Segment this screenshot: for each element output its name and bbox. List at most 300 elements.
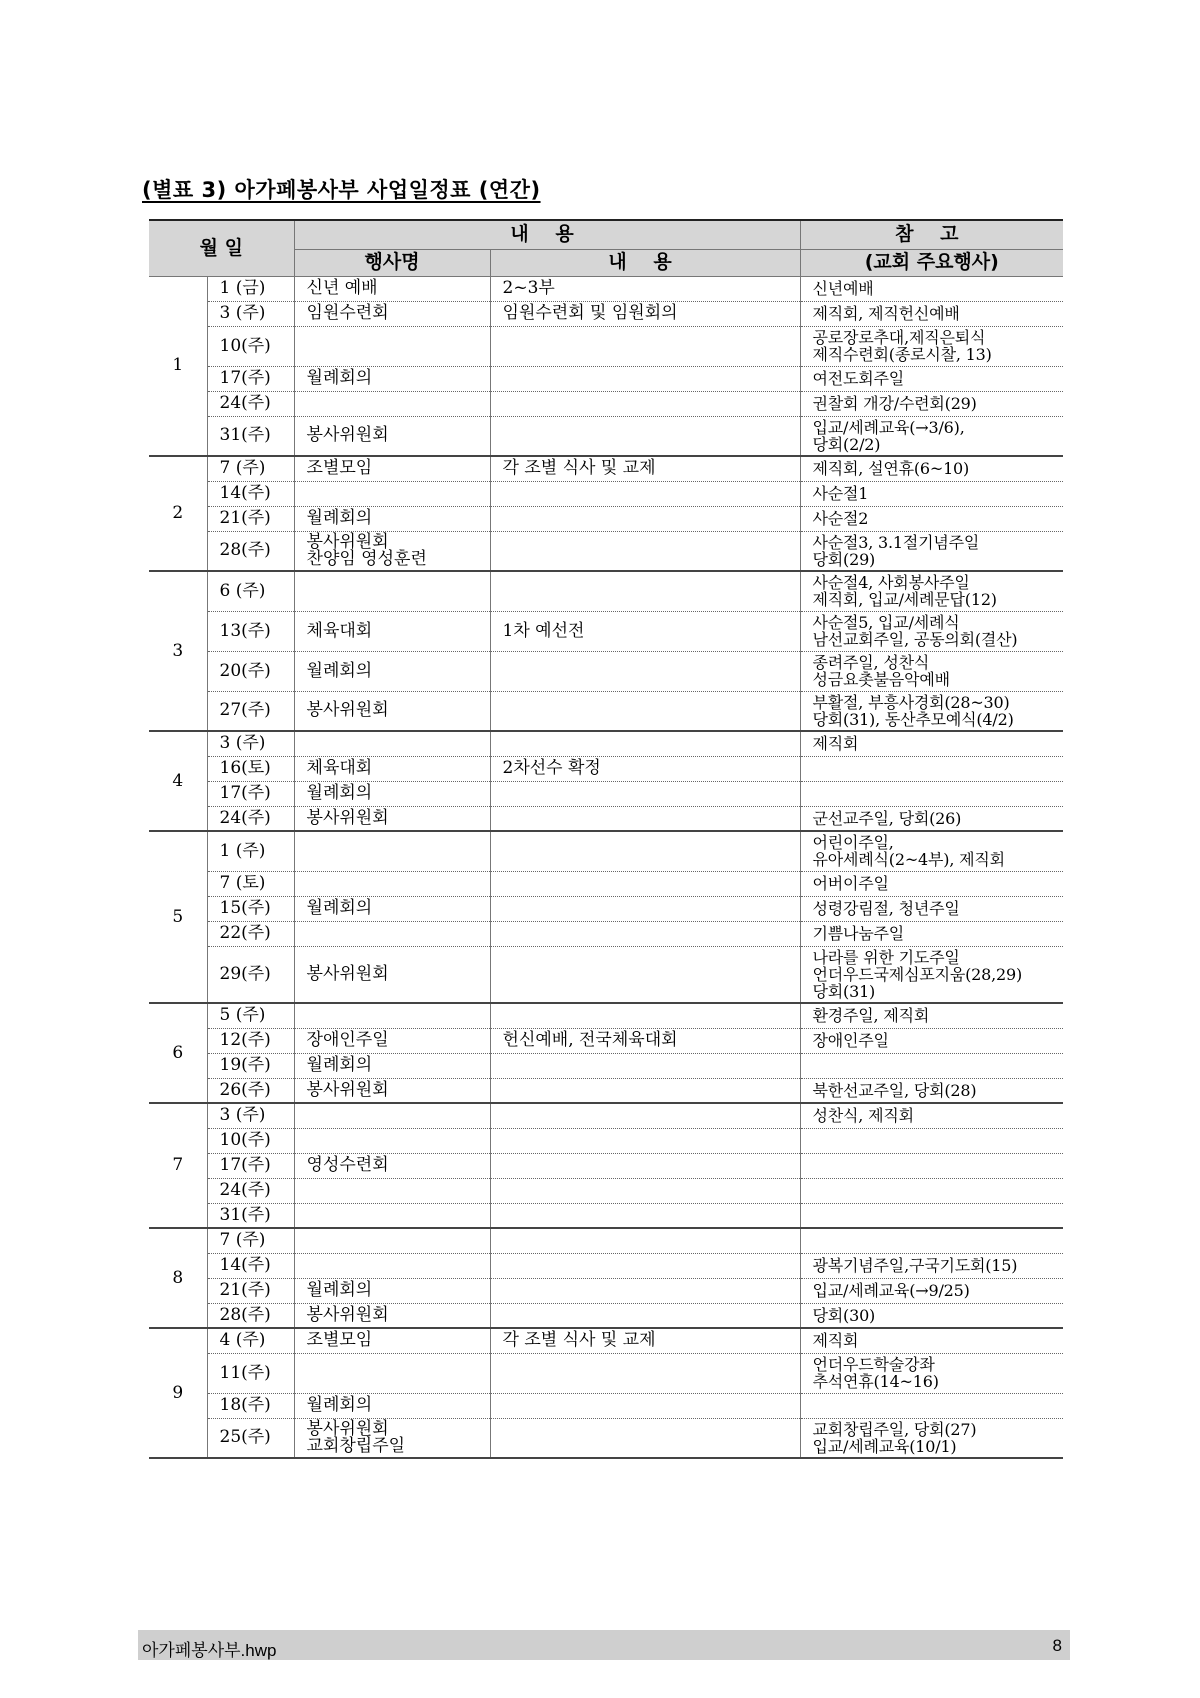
ref-cell-line: 광복기념주일,구국기도회(15)	[812, 1256, 1018, 1275]
header-content-detail-label: 내 용	[608, 251, 682, 273]
day-cell: 11(주)	[207, 1353, 294, 1393]
table-row	[149, 731, 1063, 756]
ref-cell	[800, 416, 1063, 456]
content-cell	[490, 1203, 800, 1228]
ref-cell-line: 언더우드학술강좌	[812, 1355, 935, 1374]
content-cell	[490, 1078, 800, 1103]
table-row	[149, 481, 1063, 506]
day-cell: 14(주)	[207, 481, 294, 506]
ref-cell	[800, 1153, 1063, 1178]
day-cell: 5 (주)	[207, 1003, 294, 1028]
day-cell: 24(주)	[207, 1178, 294, 1203]
table-row	[149, 1278, 1063, 1303]
day-cell: 20(주)	[207, 651, 294, 691]
table-row	[149, 1228, 1063, 1253]
event-cell-line: 찬양임 영성훈련	[306, 548, 427, 569]
event-cell-line: 봉사위원회	[306, 1079, 389, 1100]
ref-cell	[800, 896, 1063, 921]
table-row	[149, 1028, 1063, 1053]
event-cell-line: 봉사위원회	[306, 1418, 389, 1439]
event-cell	[294, 326, 490, 366]
ref-cell	[800, 481, 1063, 506]
event-cell-line: 봉사위원회	[306, 531, 389, 552]
page-footer	[138, 1630, 1070, 1660]
ref-cell	[800, 366, 1063, 391]
day-cell: 13(주)	[207, 611, 294, 651]
event-cell	[294, 756, 490, 781]
ref-cell	[800, 1303, 1063, 1328]
content-cell	[490, 1253, 800, 1278]
month-cell: 1	[149, 276, 207, 456]
content-cell	[490, 1128, 800, 1153]
table-row	[149, 1103, 1063, 1128]
ref-cell-line: 입교/세례교육(→3/6),	[812, 417, 965, 437]
ref-cell	[800, 1053, 1063, 1078]
event-cell	[294, 481, 490, 506]
ref-cell	[800, 326, 1063, 366]
ref-cell-line: 여전도회주일	[812, 369, 905, 388]
ref-cell-line: 사순절5, 입교/세례식	[812, 613, 960, 632]
ref-cell	[800, 946, 1063, 1003]
ref-cell	[800, 921, 1063, 946]
ref-cell-line: 북한선교주일, 당회(28)	[812, 1080, 977, 1100]
content-cell	[490, 1328, 800, 1353]
ref-cell	[800, 531, 1063, 571]
ref-cell	[800, 1003, 1063, 1028]
content-cell	[490, 391, 800, 416]
table-row	[149, 1303, 1063, 1328]
month-cell: 5	[149, 831, 207, 1003]
content-cell	[490, 1028, 800, 1053]
event-cell-line: 체육대회	[306, 758, 373, 778]
day-cell: 1 (주)	[207, 831, 294, 871]
day-cell: 28(주)	[207, 531, 294, 571]
day-cell: 4 (주)	[207, 1328, 294, 1353]
month-cell: 2	[149, 456, 207, 571]
month-cell: 4	[149, 731, 207, 831]
content-cell	[490, 611, 800, 651]
event-cell-line: 봉사위원회	[306, 1304, 389, 1325]
day-cell: 14(주)	[207, 1253, 294, 1278]
ref-cell	[800, 831, 1063, 871]
event-cell	[294, 1053, 490, 1078]
month-cell: 6	[149, 1003, 207, 1103]
event-cell	[294, 571, 490, 611]
day-cell: 31(주)	[207, 1203, 294, 1228]
header-ref-top	[800, 220, 1063, 249]
table-row	[149, 416, 1063, 456]
ref-cell-line: 성금요촛불음악예배	[812, 670, 950, 689]
event-cell	[294, 1253, 490, 1278]
footer-filename: 아가페봉사부.hwp	[142, 1641, 277, 1660]
event-cell	[294, 1418, 490, 1458]
ref-cell-line: 사순절4, 사회봉사주일	[812, 573, 970, 593]
event-cell	[294, 1028, 490, 1053]
content-cell	[490, 571, 800, 611]
ref-cell	[800, 1228, 1063, 1253]
ref-cell-line: 부활절, 부흥사경회(28~30)	[812, 692, 1010, 712]
content-cell	[490, 1103, 800, 1128]
event-cell	[294, 301, 490, 326]
day-cell: 3 (주)	[207, 1103, 294, 1128]
table-row	[149, 571, 1063, 611]
ref-cell	[800, 1128, 1063, 1153]
day-cell: 18(주)	[207, 1393, 294, 1418]
table-row	[149, 1003, 1063, 1028]
table-row	[149, 806, 1063, 831]
event-cell	[294, 1303, 490, 1328]
ref-cell-line: 당회(31)	[812, 981, 876, 1001]
day-cell: 29(주)	[207, 946, 294, 1003]
content-cell	[490, 531, 800, 571]
day-cell: 7 (토)	[207, 871, 294, 896]
table-row	[149, 781, 1063, 806]
content-cell	[490, 1393, 800, 1418]
ref-cell-line: 공로장로추대,제직은퇴식	[812, 328, 986, 347]
content-cell-line: 1차 예선전	[502, 620, 585, 641]
ref-cell-line: 당회(29)	[812, 549, 876, 569]
event-cell	[294, 456, 490, 481]
ref-cell-line: 어린이주일,	[812, 833, 894, 853]
day-cell: 17(주)	[207, 1153, 294, 1178]
content-cell	[490, 326, 800, 366]
day-cell: 10(주)	[207, 1128, 294, 1153]
content-cell	[490, 1303, 800, 1328]
day-cell: 24(주)	[207, 806, 294, 831]
ref-cell-line: 남선교회주일, 공동의회(결산)	[812, 630, 1018, 649]
ref-cell-line: 신년예배	[812, 279, 874, 298]
table-row	[149, 1353, 1063, 1393]
event-cell	[294, 896, 490, 921]
ref-cell-line: 나라를 위한 기도주일	[812, 947, 960, 967]
ref-cell	[800, 391, 1063, 416]
ref-cell-line: 군선교주일, 당회(26)	[812, 808, 962, 828]
content-cell	[490, 871, 800, 896]
table-row	[149, 326, 1063, 366]
month-cell: 8	[149, 1228, 207, 1328]
day-cell: 15(주)	[207, 896, 294, 921]
ref-cell-line: 교회창립주일, 당회(27)	[812, 1419, 977, 1439]
header-content-detail	[490, 249, 800, 276]
event-cell-line: 체육대회	[306, 620, 373, 641]
table-row	[149, 871, 1063, 896]
header-ref-bottom: (교회 주요행사)	[800, 249, 1063, 276]
content-cell	[490, 1353, 800, 1393]
ref-cell	[800, 731, 1063, 756]
ref-cell-line: 제직회, 설연휴(6~10)	[812, 459, 970, 479]
day-cell: 10(주)	[207, 326, 294, 366]
content-cell-line: 2~3부	[502, 278, 555, 298]
event-cell-line: 신년 예배	[306, 278, 378, 298]
event-cell-line: 월례회의	[306, 368, 373, 388]
table-row	[149, 1153, 1063, 1178]
content-cell	[490, 481, 800, 506]
day-cell: 25(주)	[207, 1418, 294, 1458]
event-cell-line: 월례회의	[306, 783, 373, 803]
day-cell: 17(주)	[207, 366, 294, 391]
footer-page-number: 8	[1052, 1636, 1062, 1655]
table-row	[149, 1078, 1063, 1103]
ref-cell	[800, 1178, 1063, 1203]
content-cell	[490, 896, 800, 921]
day-cell: 19(주)	[207, 1053, 294, 1078]
table-row	[149, 1418, 1063, 1458]
table-row	[149, 691, 1063, 731]
day-cell: 6 (주)	[207, 571, 294, 611]
event-cell	[294, 1328, 490, 1353]
event-cell	[294, 651, 490, 691]
ref-cell	[800, 1078, 1063, 1103]
month-cell: 3	[149, 571, 207, 731]
ref-cell-line: 환경주일, 제직회	[812, 1006, 930, 1026]
content-cell	[490, 781, 800, 806]
event-cell-line: 조별모임	[306, 1330, 373, 1351]
event-cell	[294, 1003, 490, 1028]
month-cell: 9	[149, 1328, 207, 1458]
table-row	[149, 1253, 1063, 1278]
content-cell	[490, 831, 800, 871]
ref-cell-line: 어버이주일	[812, 874, 889, 893]
content-cell	[490, 921, 800, 946]
schedule-table	[149, 219, 1063, 1459]
table-row	[149, 531, 1063, 571]
ref-cell-line: 종려주일, 성찬식	[812, 653, 930, 672]
ref-cell-line: 장애인주일	[812, 1031, 889, 1050]
ref-cell	[800, 506, 1063, 531]
event-cell	[294, 946, 490, 1003]
event-cell	[294, 1228, 490, 1253]
table-row	[149, 1203, 1063, 1228]
event-cell-line: 임원수련회	[306, 303, 389, 323]
event-cell	[294, 921, 490, 946]
ref-cell	[800, 1028, 1063, 1053]
ref-cell-line: 권찰회 개강/수련회(29)	[812, 394, 977, 413]
ref-cell-line: 성찬식, 제직회	[812, 1106, 914, 1126]
ref-cell	[800, 651, 1063, 691]
ref-cell	[800, 781, 1063, 806]
event-cell-line: 월례회의	[306, 898, 373, 918]
header-content-label: 내 용	[510, 223, 584, 246]
ref-cell-line: 입교/세례교육(10/1)	[812, 1436, 957, 1456]
ref-cell	[800, 1278, 1063, 1303]
table-row	[149, 896, 1063, 921]
event-cell	[294, 806, 490, 831]
ref-cell-line: 사순절1	[812, 484, 869, 503]
ref-cell-line: 당회(30)	[812, 1305, 876, 1325]
event-cell-line: 월례회의	[306, 508, 373, 528]
table-row	[149, 946, 1063, 1003]
event-cell	[294, 276, 490, 301]
ref-cell	[800, 871, 1063, 896]
event-cell	[294, 831, 490, 871]
event-cell-line: 장애인주일	[306, 1030, 389, 1050]
content-cell	[490, 756, 800, 781]
content-cell-line: 각 조별 식사 및 교제	[502, 1330, 656, 1351]
table-row	[149, 1128, 1063, 1153]
ref-cell	[800, 1353, 1063, 1393]
content-cell	[490, 1178, 800, 1203]
content-cell	[490, 416, 800, 456]
event-cell-line: 봉사위원회	[306, 807, 389, 828]
event-cell-line: 봉사위원회	[306, 425, 389, 446]
day-cell: 17(주)	[207, 781, 294, 806]
content-cell	[490, 1153, 800, 1178]
ref-cell-line: 제직회	[812, 1331, 859, 1351]
day-cell: 27(주)	[207, 691, 294, 731]
event-cell	[294, 416, 490, 456]
table-row	[149, 831, 1063, 871]
table-row	[149, 276, 1063, 301]
ref-cell-line: 사순절3, 3.1절기념주일	[812, 532, 980, 552]
event-cell	[294, 1153, 490, 1178]
ref-cell	[800, 571, 1063, 611]
event-cell	[294, 1128, 490, 1153]
content-cell-line: 임원수련회 및 임원회의	[502, 303, 678, 323]
event-cell-line: 월례회의	[306, 1280, 373, 1300]
event-cell	[294, 1393, 490, 1418]
table-row	[149, 1178, 1063, 1203]
day-cell: 22(주)	[207, 921, 294, 946]
content-cell	[490, 366, 800, 391]
page-title: (별표 3) 아가페봉사부 사업일정표 (연간)	[142, 178, 541, 202]
ref-cell-line: 입교/세례교육(→9/25)	[812, 1281, 970, 1300]
ref-cell	[800, 1103, 1063, 1128]
header-date: 월 일	[149, 220, 294, 276]
content-cell	[490, 506, 800, 531]
day-cell: 16(토)	[207, 756, 294, 781]
ref-cell	[800, 1203, 1063, 1228]
header-event-name: 행사명	[294, 249, 490, 276]
event-cell-line: 월례회의	[306, 1395, 373, 1415]
ref-cell	[800, 1253, 1063, 1278]
day-cell: 21(주)	[207, 506, 294, 531]
content-cell-line: 2차선수 확정	[502, 758, 601, 778]
table-row	[149, 506, 1063, 531]
event-cell-line: 봉사위원회	[306, 700, 389, 721]
day-cell: 1 (금)	[207, 276, 294, 301]
content-cell	[490, 731, 800, 756]
ref-cell-line: 성령강림절, 청년주일	[812, 899, 960, 918]
content-cell	[490, 1003, 800, 1028]
day-cell: 12(주)	[207, 1028, 294, 1053]
ref-cell-line: 기쁨나눔주일	[812, 924, 905, 943]
ref-cell-line: 유아세례식(2~4부), 제직회	[812, 850, 1005, 870]
event-cell	[294, 871, 490, 896]
ref-cell-line: 제직회	[812, 734, 859, 754]
content-cell	[490, 691, 800, 731]
day-cell: 28(주)	[207, 1303, 294, 1328]
event-cell	[294, 611, 490, 651]
content-cell	[490, 1228, 800, 1253]
event-cell	[294, 391, 490, 416]
ref-cell	[800, 756, 1063, 781]
day-cell: 7 (주)	[207, 456, 294, 481]
content-cell	[490, 1278, 800, 1303]
table-row	[149, 1328, 1063, 1353]
content-cell	[490, 456, 800, 481]
ref-cell-line: 추석연휴(14~16)	[812, 1372, 939, 1391]
event-cell	[294, 366, 490, 391]
table-row	[149, 366, 1063, 391]
ref-cell	[800, 1418, 1063, 1458]
table-row	[149, 1393, 1063, 1418]
ref-cell-line: 제직회, 입교/세례문답(12)	[812, 590, 997, 610]
table-row	[149, 1053, 1063, 1078]
day-cell: 24(주)	[207, 391, 294, 416]
content-cell	[490, 1053, 800, 1078]
content-cell	[490, 651, 800, 691]
event-cell	[294, 781, 490, 806]
event-cell	[294, 1103, 490, 1128]
content-cell	[490, 806, 800, 831]
event-cell	[294, 1203, 490, 1228]
ref-cell	[800, 456, 1063, 481]
event-cell	[294, 691, 490, 731]
ref-cell-line: 제직수련회(종로시찰, 13)	[812, 345, 992, 364]
event-cell-line: 영성수련회	[306, 1155, 389, 1175]
event-cell	[294, 731, 490, 756]
content-cell	[490, 301, 800, 326]
event-cell	[294, 1353, 490, 1393]
content-cell-line: 헌신예배, 전국체육대회	[502, 1030, 678, 1050]
day-cell: 7 (주)	[207, 1228, 294, 1253]
ref-cell	[800, 276, 1063, 301]
table-row	[149, 456, 1063, 481]
ref-cell	[800, 806, 1063, 831]
day-cell: 31(주)	[207, 416, 294, 456]
table-row	[149, 301, 1063, 326]
content-cell	[490, 276, 800, 301]
ref-cell-line: 당회(31), 동산추모예식(4/2)	[812, 709, 1014, 729]
event-cell	[294, 506, 490, 531]
event-cell-line: 봉사위원회	[306, 963, 389, 984]
content-cell	[490, 1418, 800, 1458]
ref-cell-line: 언더우드국제심포지움(28,29)	[812, 964, 1022, 984]
table-row	[149, 651, 1063, 691]
ref-cell	[800, 1393, 1063, 1418]
schedule-body	[149, 276, 1063, 1458]
ref-cell-line: 사순절2	[812, 509, 869, 528]
content-cell	[490, 946, 800, 1003]
ref-cell	[800, 691, 1063, 731]
table-row	[149, 921, 1063, 946]
ref-cell	[800, 611, 1063, 651]
ref-cell	[800, 1328, 1063, 1353]
content-cell-line: 각 조별 식사 및 교제	[502, 458, 656, 479]
table-row	[149, 391, 1063, 416]
ref-cell-line: 당회(2/2)	[812, 434, 881, 454]
header-content	[294, 220, 800, 249]
event-cell	[294, 1278, 490, 1303]
day-cell: 3 (주)	[207, 731, 294, 756]
event-cell-line: 조별모임	[306, 458, 373, 479]
day-cell: 21(주)	[207, 1278, 294, 1303]
header-ref-top-label: 참 고	[895, 223, 969, 246]
event-cell-line: 월례회의	[306, 660, 373, 681]
event-cell	[294, 531, 490, 571]
ref-cell	[800, 301, 1063, 326]
day-cell: 26(주)	[207, 1078, 294, 1103]
table-row	[149, 756, 1063, 781]
day-cell: 3 (주)	[207, 301, 294, 326]
month-cell: 7	[149, 1103, 207, 1228]
ref-cell-line: 제직회, 제직헌신예배	[812, 304, 960, 323]
event-cell	[294, 1078, 490, 1103]
event-cell	[294, 1178, 490, 1203]
event-cell-line: 교회창립주일	[306, 1435, 406, 1456]
table-row	[149, 611, 1063, 651]
event-cell-line: 월례회의	[306, 1055, 373, 1075]
